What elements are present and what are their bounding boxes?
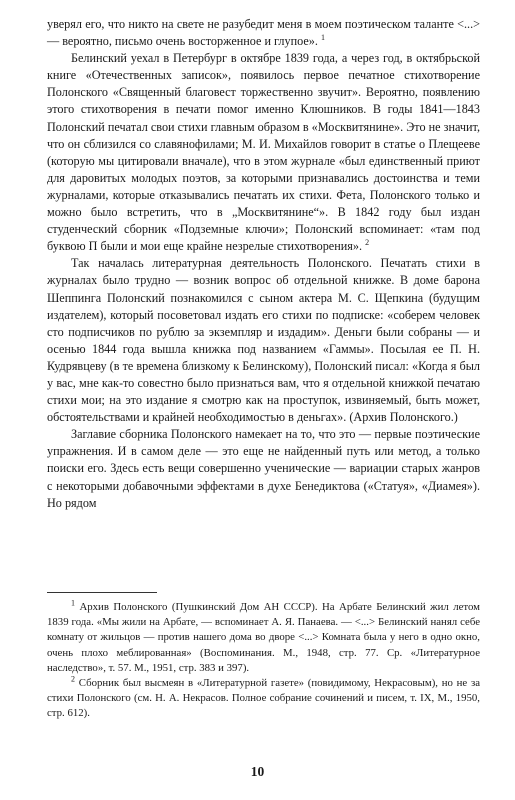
footnote-ref-1: 1 bbox=[320, 33, 325, 43]
footnote-2-mark: 2 bbox=[71, 674, 75, 684]
paragraph-2 bbox=[47, 50, 480, 255]
footnote-1 bbox=[47, 600, 480, 676]
footnote-1-mark: 1 bbox=[71, 598, 75, 608]
paragraph-2-text: Белинский уехал в Петербург в октябре 1839 года, а через год, в октябрьской книге «Отечественных записок», появилось первое печатное стихотворение Полонского «Священный благовест торжественно звучит». Вероятно, появлению этого стихотворения в печати помог именно Клюшников. В годы 1841—1843 Полонский печатал свои стихи главным образом в «Москвитянине». Это не значит, что он сблизился со славянофилами; М. И. Михайлов говорит в статье о Плещееве (которую мы цитировали вначале), что в этом журнале «был единственный приют для даровитых молодых поэтов, за которыми признавались достоинства и теми журналами, которые отказывались печатать их стихи. Фета, Полонского только и можно было встретить, что в „Москвитянине“». В 1842 году был издан студенческий сборник «Подземные ключи»; Полонский вспоминает: «там под буквою П были и мои еще крайне незрелые стихотворения». bbox=[47, 51, 480, 254]
main-text bbox=[47, 16, 480, 512]
footnote-1-text: Архив Полонского (Пушкинский Дом АН СССР). На Арбате Белинский жил летом 1839 года. «Мы жили на Арбате, — вспоминает А. Я. Панаева. — <...> Белинский нанял себе комнату от жильцов — против нашего дома во дворе <...> Комната была у него в одно окно, очень плохо меблированная» (Воспоминания. М., 1948, стр. 77. Ср. «Литературное наследство», т. 57. М., 1951, стр. 383 и 397). bbox=[47, 601, 481, 674]
footnote-ref-2: 2 bbox=[365, 238, 370, 248]
paragraph-4: Заглавие сборника Полонского намекает на то, что это — первые поэтические упражнения. И в самом деле — это еще не найденный путь или метод, а только поиски его. Здесь есть вещи совершенно ученические — вариации старых жанров с некоторыми добавочными эффектами в духе Бенедиктова («Статуя», «Диамея»). Но рядом bbox=[47, 427, 480, 510]
footnotes bbox=[47, 600, 480, 722]
paragraph-3: Так началась литературная деятельность Полонского. Печатать стихи в журналах было трудно — возник вопрос об отдельной книжке. В доме барона Шеппинга Полонский познакомился с сыном актера М. С. Щепкина (будущим издателем), который посоветовал издать его стихи по подписке: «соберем человек сто подписчиков по рублю за экземпляр и издадим». Деньги были собраны — и осенью 1844 года вышла книжка под названием «Гаммы». Посылая ее П. Н. Кудрявцеву (в те времена близкому к Белинскому), Полонский писал: «Когда я был у вас, мне как-то совестно было признаться вам, что я отдельной книжкой печатаю стихи мои; на это издание я смотрю как на проступок, извиняемый, быть может, обстоятельствами и крайней необходимостью в деньгах». (Архив Полонского.) bbox=[47, 256, 480, 425]
footnote-2-text: Сборник был высмеян в «Литературной газете» (повидимому, Некрасовым), но не за стихи Полонского (см. Н. А. Некрасов. Полное собрание сочинений и писем, т. IX, М., 1950, стр. 612). bbox=[47, 677, 480, 720]
footnote-2 bbox=[47, 676, 480, 722]
paragraph-1 bbox=[47, 16, 480, 50]
footnote-separator bbox=[47, 592, 157, 593]
paragraph-1-text: уверял его, что никто на свете не разубедит меня в моем поэтическом таланте <...> — вероятно, письмо очень восторженное и глупое». bbox=[47, 17, 480, 49]
page-number: 10 bbox=[250, 764, 265, 779]
